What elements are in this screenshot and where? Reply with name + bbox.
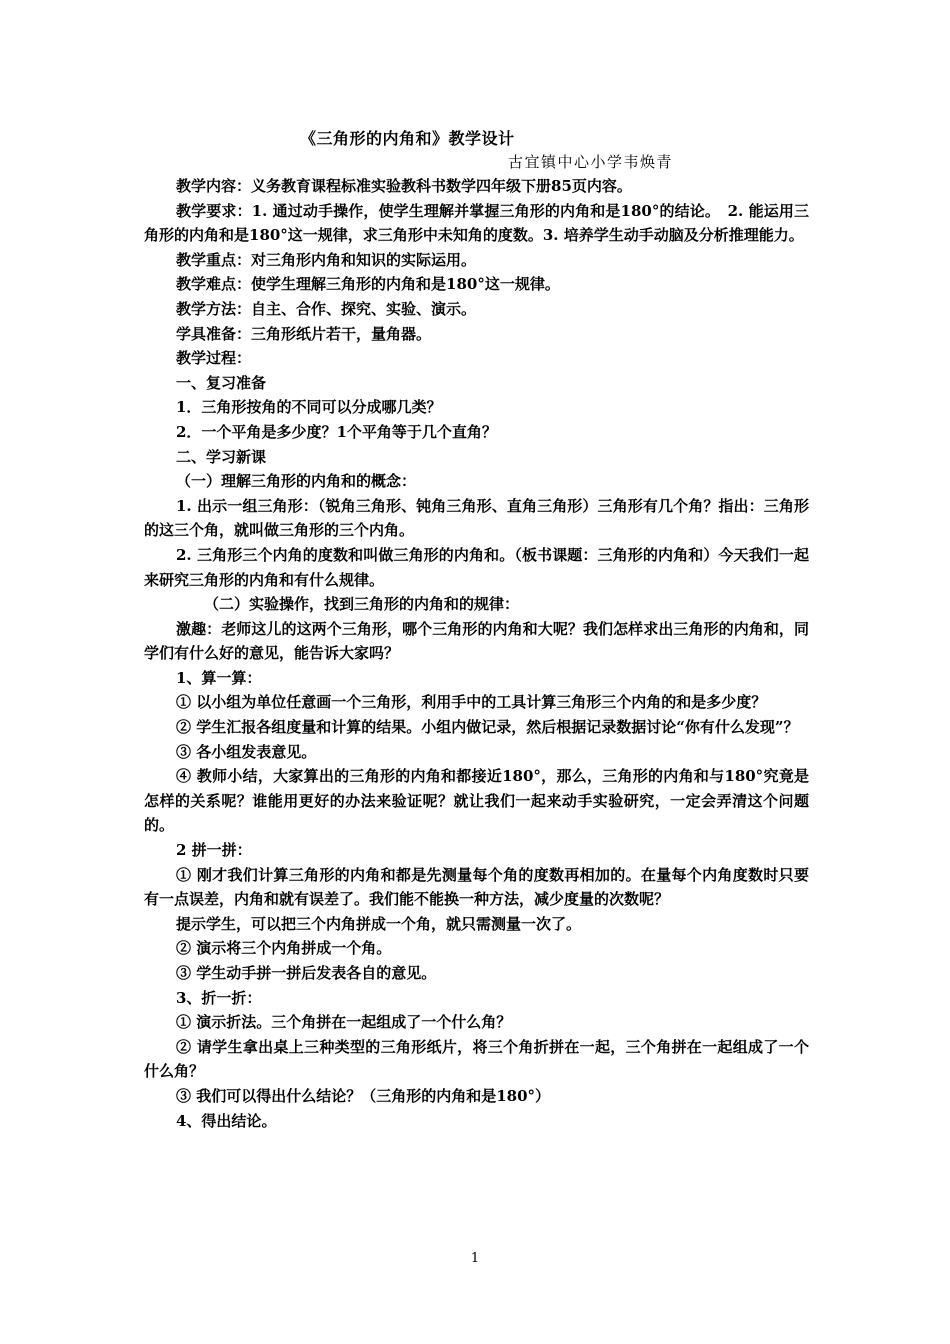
paragraph: 教学难点：使学生理解三角形的内角和是180°这一规律。 [176,275,560,294]
subsection-heading: （一）理解三角形的内角和的概念： [176,472,417,491]
paragraph: 2. 三角形三个内角的度数和叫做三角形的内角和。（板书课题：三角形的内角和）今天我们一起来研究三角形的内角和有什么规律。 [144,545,809,589]
author-line: 古宜镇中心小学韦焕青 [508,153,674,171]
page-number: 1 [470,1251,480,1266]
paragraph: ② 演示将三个内角拼成一个角。 [176,939,392,958]
document-title: 《三角形的内角和》教学设计 [300,129,515,148]
subsection-heading: （二）实验操作，找到三角形的内角和的规律： [204,595,520,614]
paragraph: ① 演示折法。三个角拼在一起组成了一个什么角？ [176,1013,512,1032]
paragraph: 学具准备：三角形纸片若干，量角器。 [176,324,432,343]
paragraph: ① 刚才我们计算三角形的内角和都是先测量每个角的度数再相加的。在量每个内角度数时只要有一点误差，内角和就有误差了。我们能不能换一种方法，减少度量的次数呢？ [144,865,809,909]
step-heading: 3、折一折： [176,988,262,1007]
paragraph: 2．一个平角是多少度？1个平角等于几个直角？ [176,422,497,441]
document-body [144,174,809,1133]
paragraph: 激趣：老师这儿的这两个三角形，哪个三角形的内角和大呢？我们怎样求出三角形的内角和，同学们有什么好的意见，能告诉大家吗？ [144,619,809,663]
section-heading: 一、复习准备 [176,373,267,392]
paragraph: ② 学生汇报各组度量和计算的结果。小组内做记录，然后根据记录数据讨论“你有什么发现”？ [176,718,799,737]
step-heading: 4、得出结论。 [176,1111,277,1130]
paragraph: ③ 我们可以得出什么结论？（三角形的内角和是180°） [176,1086,551,1105]
paragraph: ③ 各小组发表意见。 [176,742,317,761]
paragraph: ③ 学生动手拼一拼后发表各自的意见。 [176,964,437,982]
paragraph: 提示学生，可以把三个内角拼成一个角，就只需测量一次了。 [176,914,582,933]
paragraph: ① 以小组为单位任意画一个三角形，利用手中的工具计算三角形三个内角的和是多少度？ [176,693,767,712]
paragraph: 教学方法：自主、合作、探究、实验、演示。 [176,299,477,318]
paragraph: 1．三角形按角的不同可以分成哪几类？ [176,398,442,417]
step-heading: 1、算一算： [176,668,262,687]
paragraph: 教学重点：对三角形内角和知识的实际运用。 [176,250,477,269]
paragraph: ④ 教师小结，大家算出的三角形的内角和都接近180°，那么，三角形的内角和与180°究竟是怎样的关系呢？谁能用更好的办法来验证呢？就让我们一起来动手实验研究，一定会弄清这个问题的。 [144,767,809,835]
paragraph: 教学过程： [176,349,252,368]
paragraph: 教学内容：义务教育课程标准实验教科书数学四年级下册85页内容。 [176,177,632,195]
paragraph: ② 请学生拿出桌上三种类型的三角形纸片，将三个角折拼在一起，三个角拼在一起组成了一个什么角？ [144,1037,809,1081]
paragraph: 1. 出示一组三角形：（锐角三角形、钝角三角形、直角三角形）三角形有几个角？指出：三角形的这三个角，就叫做三角形的三个内角。 [144,496,809,540]
section-heading: 二、学习新课 [176,447,267,466]
paragraph: 教学要求：1. 通过动手操作，使学生理解并掌握三角形的内角和是180°的结论。 2. 能运用三角形的内角和是180°这一规律，求三角形中未知角的度数。3. 培养学生动手动脑及分析推理能力。 [144,201,809,245]
step-heading: 2 拼一拼： [176,841,252,860]
